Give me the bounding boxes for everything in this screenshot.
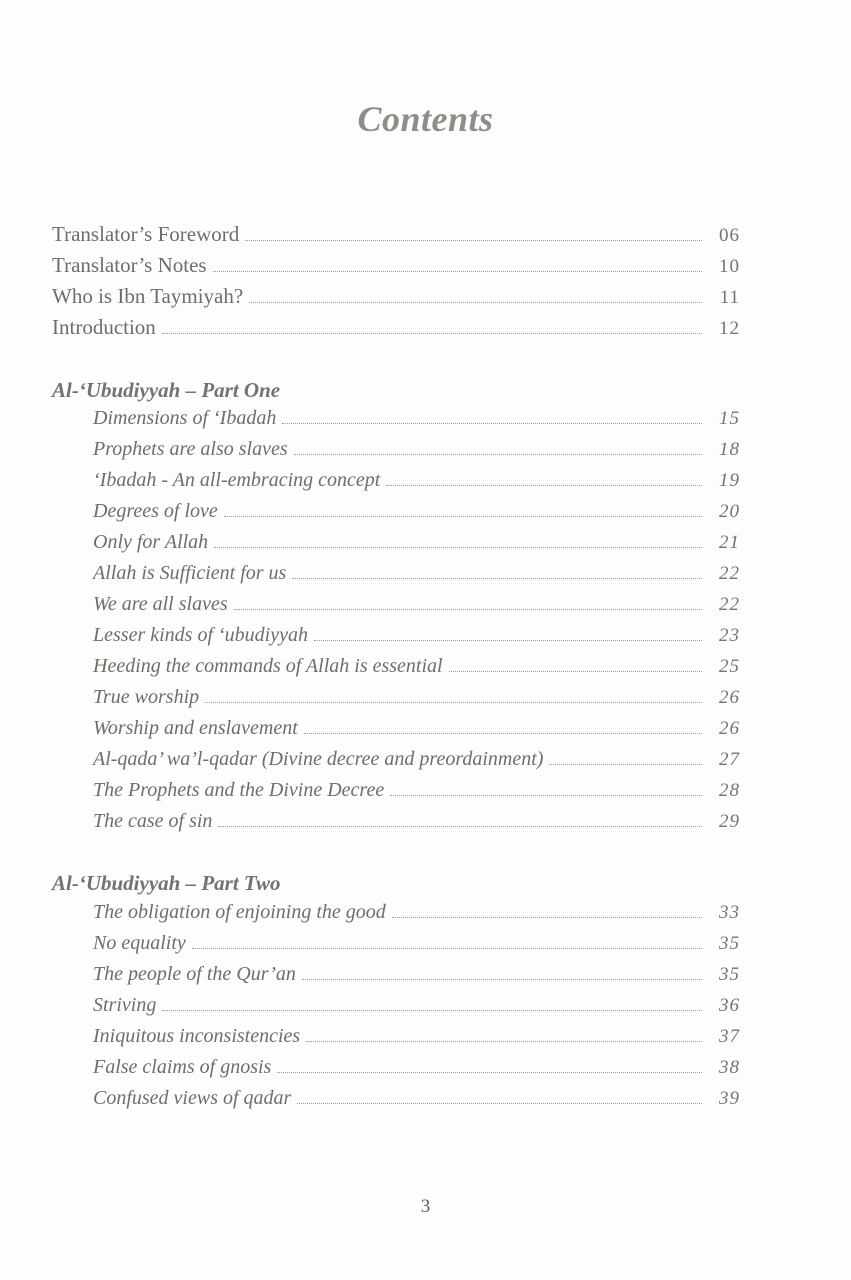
toc-entry[interactable] [52, 284, 740, 314]
dot-leader [234, 609, 702, 610]
toc-entry-label: The people of the Qur’an [93, 963, 296, 985]
toc-entry-label: No equality [93, 932, 186, 954]
toc-entry-label: Introduction [52, 315, 156, 339]
dot-leader [277, 1072, 702, 1073]
section-heading-part-one: Al-‘Ubudiyyah – Part One [52, 378, 281, 402]
toc-entry-page: 25 [719, 656, 740, 677]
toc-entry-label: Translator’s Notes [52, 253, 207, 277]
toc-entry[interactable] [93, 686, 740, 716]
dot-leader [249, 302, 702, 303]
toc-entry[interactable] [52, 222, 740, 252]
page-title: Contents [357, 99, 494, 139]
dot-leader [306, 1041, 702, 1042]
dot-leader [282, 423, 702, 424]
dot-leader [294, 454, 702, 455]
toc-entry-label: Al-qada’ wa’l-qadar (Divine decree and preordainment) [93, 748, 544, 770]
toc-entry-page: 29 [719, 811, 740, 832]
dot-leader [224, 516, 702, 517]
toc-entry-label: Striving [93, 994, 157, 1016]
toc-entry[interactable] [93, 531, 740, 561]
dot-leader [218, 826, 702, 827]
toc-entry-page: 22 [719, 594, 740, 615]
toc-entry-page: 15 [719, 408, 740, 429]
toc-entry-label: Iniquitous inconsistencies [93, 1025, 301, 1047]
toc-entry[interactable] [93, 779, 740, 809]
page-number: 3 [420, 1196, 431, 1217]
toc-entry-label: The Prophets and the Divine Decree [93, 779, 385, 801]
toc-entry[interactable] [93, 932, 740, 962]
dot-leader [314, 640, 702, 641]
dot-leader [297, 1103, 702, 1104]
toc-entry-page: 12 [719, 318, 740, 339]
toc-entry[interactable] [93, 1087, 740, 1117]
toc-entry[interactable] [93, 500, 740, 530]
toc-entry-label: Allah is Sufficient for us [93, 562, 287, 584]
toc-entry[interactable] [93, 994, 740, 1024]
toc-entry[interactable] [93, 407, 740, 437]
toc-entry-label: True worship [93, 686, 200, 708]
toc-entry-label: Who is Ibn Taymiyah? [52, 284, 244, 308]
toc-entry-page: 06 [719, 225, 740, 246]
dot-leader [214, 547, 702, 548]
section-heading-part-two: Al-‘Ubudiyyah – Part Two [52, 871, 281, 895]
toc-entry-page: 23 [719, 625, 740, 646]
dot-leader [292, 578, 702, 579]
dot-leader [549, 764, 702, 765]
toc-entry-page: 35 [719, 933, 740, 954]
toc-entry-label: Worship and enslavement [93, 717, 298, 739]
toc-entry-page: 36 [719, 995, 740, 1016]
toc-entry-label: We are all slaves [93, 593, 228, 615]
toc-entry-page: 35 [719, 964, 740, 985]
toc-entry-label: Only for Allah [93, 531, 209, 553]
toc-entry[interactable] [93, 963, 740, 993]
dot-leader [213, 271, 702, 272]
toc-entry[interactable] [93, 1056, 740, 1086]
toc-entry[interactable] [93, 593, 740, 623]
toc-entry[interactable] [52, 315, 740, 345]
dot-leader [205, 702, 702, 703]
toc-entry-page: 11 [719, 287, 740, 308]
toc-entry-page: 19 [719, 470, 740, 491]
toc-entry[interactable] [93, 438, 740, 468]
toc-entry[interactable] [93, 562, 740, 592]
toc-entry-page: 18 [719, 439, 740, 460]
toc-entry-label: Heeding the commands of Allah is essential [93, 655, 443, 677]
dot-leader [245, 240, 702, 241]
dot-leader [162, 333, 702, 334]
toc-entry-page: 26 [719, 718, 740, 739]
toc-entry-label: Prophets are also slaves [93, 438, 288, 460]
toc-entry[interactable] [93, 655, 740, 685]
toc-entry-page: 39 [719, 1088, 740, 1109]
toc-entry-page: 28 [719, 780, 740, 801]
dot-leader [162, 1010, 702, 1011]
dot-leader [392, 917, 702, 918]
toc-entry[interactable] [93, 1025, 740, 1055]
toc-entry[interactable] [93, 624, 740, 654]
toc-entry-page: 10 [719, 256, 740, 277]
toc-entry[interactable] [93, 901, 740, 931]
toc-entry-label: Translator’s Foreword [52, 222, 240, 246]
dot-leader [449, 671, 702, 672]
toc-entry-label: False claims of gnosis [93, 1056, 272, 1078]
toc-entry-label: Lesser kinds of ‘ubudiyyah [93, 624, 308, 646]
toc-entry-page: 38 [719, 1057, 740, 1078]
toc-entry-page: 21 [719, 532, 740, 553]
toc-entry-page: 20 [719, 501, 740, 522]
toc-entry-page: 33 [719, 902, 740, 923]
toc-entry-page: 27 [719, 749, 740, 770]
toc-entry-label: Degrees of love [93, 500, 218, 522]
dot-leader [386, 485, 702, 486]
toc-entry[interactable] [52, 253, 740, 283]
dot-leader [302, 979, 702, 980]
toc-entry-label: Dimensions of ‘Ibadah [93, 407, 277, 429]
toc-entry-page: 37 [719, 1026, 740, 1047]
toc-entry[interactable] [93, 810, 740, 840]
toc-entry-label: ‘Ibadah - An all-embracing concept [93, 469, 381, 491]
toc-entry[interactable] [93, 748, 740, 778]
toc-entry-page: 22 [719, 563, 740, 584]
dot-leader [192, 948, 702, 949]
toc-entry-label: The case of sin [93, 810, 213, 832]
toc-entry[interactable] [93, 717, 740, 747]
toc-entry[interactable] [93, 469, 740, 499]
dot-leader [390, 795, 702, 796]
toc-entry-label: The obligation of enjoining the good [93, 901, 386, 923]
dot-leader [304, 733, 702, 734]
toc-entry-label: Confused views of qadar [93, 1087, 292, 1109]
toc-entry-page: 26 [719, 687, 740, 708]
